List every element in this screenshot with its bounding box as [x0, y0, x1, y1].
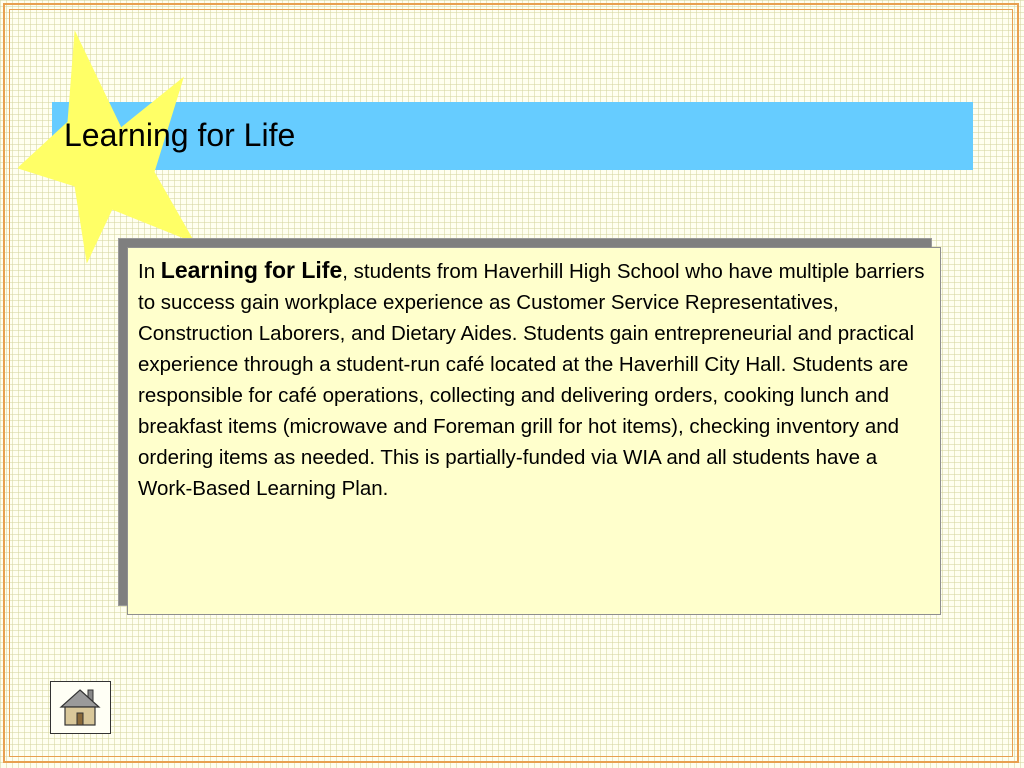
home-button[interactable]: [50, 681, 111, 734]
body-description: , students from Haverhill High School who have multiple barriers to success gain workplace experience as Customer Service Representatives, Construction Laborers, and Dietary Aides. Students gain entrepreneurial and practical experience through a student-run café located at the Haverhill City Hall. Students are responsible for café operations, collecting and delivering orders, cooking lunch and breakfast items (microwave and Foreman grill for hot items), checking inventory and ordering items as needed. This is partially-funded via WIA and all students have a Work-Based Learning Plan.: [138, 260, 925, 500]
page-title: Learning for Life: [64, 117, 296, 153]
body-prefix: In: [138, 260, 161, 283]
body-highlight: Learning for Life: [160, 257, 343, 283]
body-text: [138, 255, 933, 504]
home-icon: [59, 687, 101, 727]
content-box: [127, 247, 941, 615]
